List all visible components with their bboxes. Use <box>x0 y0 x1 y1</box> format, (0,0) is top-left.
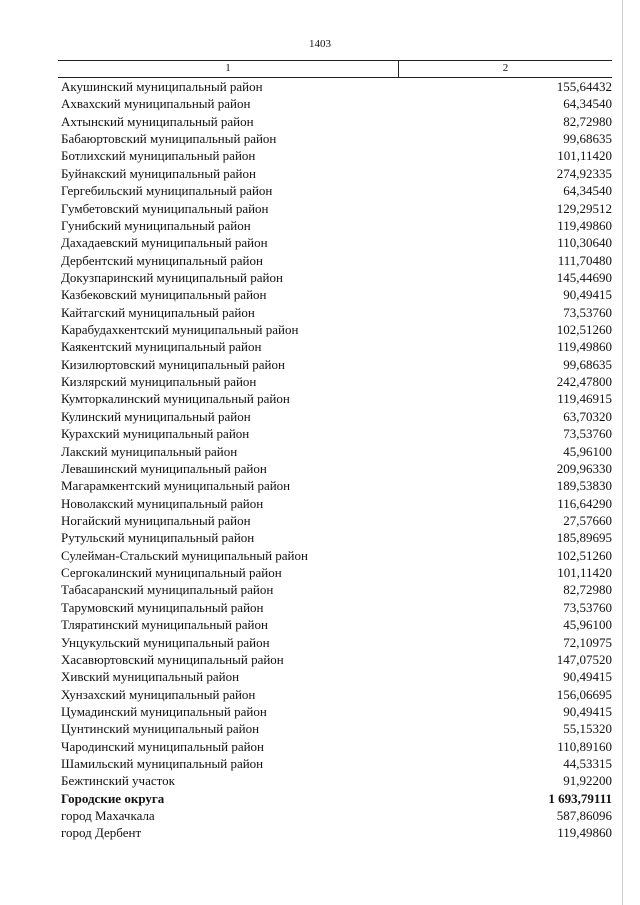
row-value: 242,47800 <box>556 374 612 390</box>
table-row <box>58 408 612 425</box>
row-name: Рутульский муниципальный район <box>61 530 255 546</box>
row-value: 110,89160 <box>557 738 612 754</box>
table-row <box>58 182 612 199</box>
allocation-table <box>58 60 612 842</box>
row-value: 587,86096 <box>556 808 612 824</box>
row-name: Дахадаевский муниципальный район <box>61 235 268 251</box>
row-name: Гергебильский муниципальный район <box>61 183 273 199</box>
row-value: 156,06695 <box>556 686 612 702</box>
row-name: Унцукульский муниципальный район <box>61 634 270 650</box>
row-name: Сулейман-Стальский муниципальный район <box>61 547 308 563</box>
row-name: Магарамкентский муниципальный район <box>61 478 291 494</box>
table-row <box>58 703 612 720</box>
row-value: 73,53760 <box>563 304 612 320</box>
row-name: Гунибский муниципальный район <box>61 217 251 233</box>
row-name: Тляратинский муниципальный район <box>61 617 268 633</box>
row-name: Ахтынский муниципальный район <box>61 113 254 129</box>
row-name: Шамильский муниципальный район <box>61 756 264 772</box>
row-name: Кизилюртовский муниципальный район <box>61 356 285 372</box>
row-name: Казбековский муниципальный район <box>61 287 267 303</box>
row-name: Хивский муниципальный район <box>61 669 240 685</box>
row-name: город Махачкала <box>61 808 155 824</box>
row-value: 189,53830 <box>556 478 612 494</box>
table-row <box>58 78 612 95</box>
table-row <box>58 373 612 390</box>
row-value: 101,11420 <box>557 565 612 581</box>
table-row <box>58 217 612 234</box>
table-row <box>58 547 612 564</box>
table-row <box>58 616 612 633</box>
row-value: 73,53760 <box>563 599 612 615</box>
row-name: Ботлихский муниципальный район <box>61 148 256 164</box>
table-row <box>58 269 612 286</box>
table-row <box>58 477 612 494</box>
row-name: город Дербент <box>61 825 142 841</box>
table-row <box>58 581 612 598</box>
row-value: 99,68635 <box>563 131 612 147</box>
table-row <box>58 599 612 616</box>
row-value: 72,10975 <box>563 634 612 650</box>
row-value: 82,72980 <box>563 113 612 129</box>
row-name: Каякентский муниципальный район <box>61 339 262 355</box>
row-value: 63,70320 <box>563 408 612 424</box>
row-value: 116,64290 <box>557 495 612 511</box>
table-row-subtotal <box>58 790 612 807</box>
row-value: 119,46915 <box>557 391 612 407</box>
row-name: Новолакский муниципальный район <box>61 495 264 511</box>
table-row <box>58 460 612 477</box>
row-value: 119,49860 <box>557 339 612 355</box>
row-name: Табасаранский муниципальный район <box>61 582 274 598</box>
row-value: 64,34540 <box>563 183 612 199</box>
table-row <box>58 824 612 841</box>
row-value: 91,92200 <box>563 773 612 789</box>
row-value: 55,15320 <box>563 721 612 737</box>
table-row <box>58 130 612 147</box>
row-name: Чародинский муниципальный район <box>61 738 265 754</box>
table-row <box>58 234 612 251</box>
table-row <box>58 564 612 581</box>
table-row <box>58 304 612 321</box>
table-row <box>58 755 612 772</box>
row-name: Хунзахский муниципальный район <box>61 686 256 702</box>
table-row <box>58 95 612 112</box>
row-value: 102,51260 <box>556 322 612 338</box>
row-value: 101,11420 <box>557 148 612 164</box>
table-row <box>58 512 612 529</box>
header-col-1: 1 <box>58 61 399 77</box>
row-name: Карабудахкентский муниципальный район <box>61 322 299 338</box>
row-value: 145,44690 <box>556 269 612 285</box>
table-row <box>58 634 612 651</box>
table-row <box>58 286 612 303</box>
row-name: Бежтинский участок <box>61 773 175 789</box>
row-name: Акушинский муниципальный район <box>61 79 263 94</box>
table-row <box>58 686 612 703</box>
row-name: Докузпаринский муниципальный район <box>61 269 283 285</box>
table-row <box>58 321 612 338</box>
table-header <box>58 60 612 78</box>
row-value: 129,29512 <box>556 200 612 216</box>
row-value: 185,89695 <box>556 530 612 546</box>
table-row <box>58 147 612 164</box>
row-value: 45,96100 <box>563 617 612 633</box>
row-value: 119,49860 <box>557 825 612 841</box>
page-number: 1403 <box>309 38 331 50</box>
row-value: 155,64432 <box>556 79 612 94</box>
table-body <box>58 78 612 842</box>
row-value: 27,57660 <box>563 512 612 528</box>
table-row <box>58 772 612 789</box>
row-name: Цунтинский муниципальный район <box>61 721 260 737</box>
row-value: 90,49415 <box>563 703 612 719</box>
table-row <box>58 651 612 668</box>
row-name: Кизлярский муниципальный район <box>61 374 257 390</box>
row-name: Сергокалинский муниципальный район <box>61 565 282 581</box>
row-value: 82,72980 <box>563 582 612 598</box>
row-value: 45,96100 <box>563 443 612 459</box>
header-col-2: 2 <box>502 62 509 74</box>
row-name: Ногайский муниципальный район <box>61 512 251 528</box>
row-name: Левашинский муниципальный район <box>61 460 267 476</box>
row-value: 90,49415 <box>563 669 612 685</box>
row-name: Гумбетовский муниципальный район <box>61 200 269 216</box>
table-row <box>58 443 612 460</box>
row-name: Дербентский муниципальный район <box>61 252 263 268</box>
table-row <box>58 807 612 824</box>
table-row <box>58 720 612 737</box>
row-name: Городские округа <box>61 790 165 806</box>
row-value: 1 693,79111 <box>548 790 612 806</box>
row-name: Хасавюртовский муниципальный район <box>61 651 284 667</box>
table-row <box>58 200 612 217</box>
table-row <box>58 425 612 442</box>
row-value: 110,30640 <box>557 235 612 251</box>
table-row <box>58 356 612 373</box>
table-row <box>58 738 612 755</box>
row-value: 119,49860 <box>557 217 612 233</box>
table-row <box>58 165 612 182</box>
row-name: Буйнакский муниципальный район <box>61 165 256 181</box>
row-value: 73,53760 <box>563 426 612 442</box>
row-name: Курахский муниципальный район <box>61 426 250 442</box>
table-row <box>58 668 612 685</box>
row-name: Кумторкалинский муниципальный район <box>61 391 290 407</box>
row-name: Бабаюртовский муниципальный район <box>61 131 277 147</box>
table-row <box>58 529 612 546</box>
row-value: 64,34540 <box>563 96 612 112</box>
row-name: Ахвахский муниципальный район <box>61 96 251 112</box>
row-value: 99,68635 <box>563 356 612 372</box>
row-name: Кулинский муниципальный район <box>61 408 251 424</box>
row-value: 102,51260 <box>556 547 612 563</box>
row-name: Тарумовский муниципальный район <box>61 599 264 615</box>
table-row <box>58 338 612 355</box>
row-value: 44,53315 <box>563 756 612 772</box>
row-name: Кайтагский муниципальный район <box>61 304 255 320</box>
row-name: Лакский муниципальный район <box>61 443 238 459</box>
table-row <box>58 252 612 269</box>
table-row <box>58 495 612 512</box>
table-row <box>58 113 612 130</box>
table-row <box>58 390 612 407</box>
page-edge-line <box>622 0 623 905</box>
row-value: 274,92335 <box>556 165 612 181</box>
row-value: 90,49415 <box>563 287 612 303</box>
row-value: 209,96330 <box>556 460 612 476</box>
row-value: 111,70480 <box>557 252 612 268</box>
row-value: 147,07520 <box>556 651 612 667</box>
row-name: Цумадинский муниципальный район <box>61 703 267 719</box>
